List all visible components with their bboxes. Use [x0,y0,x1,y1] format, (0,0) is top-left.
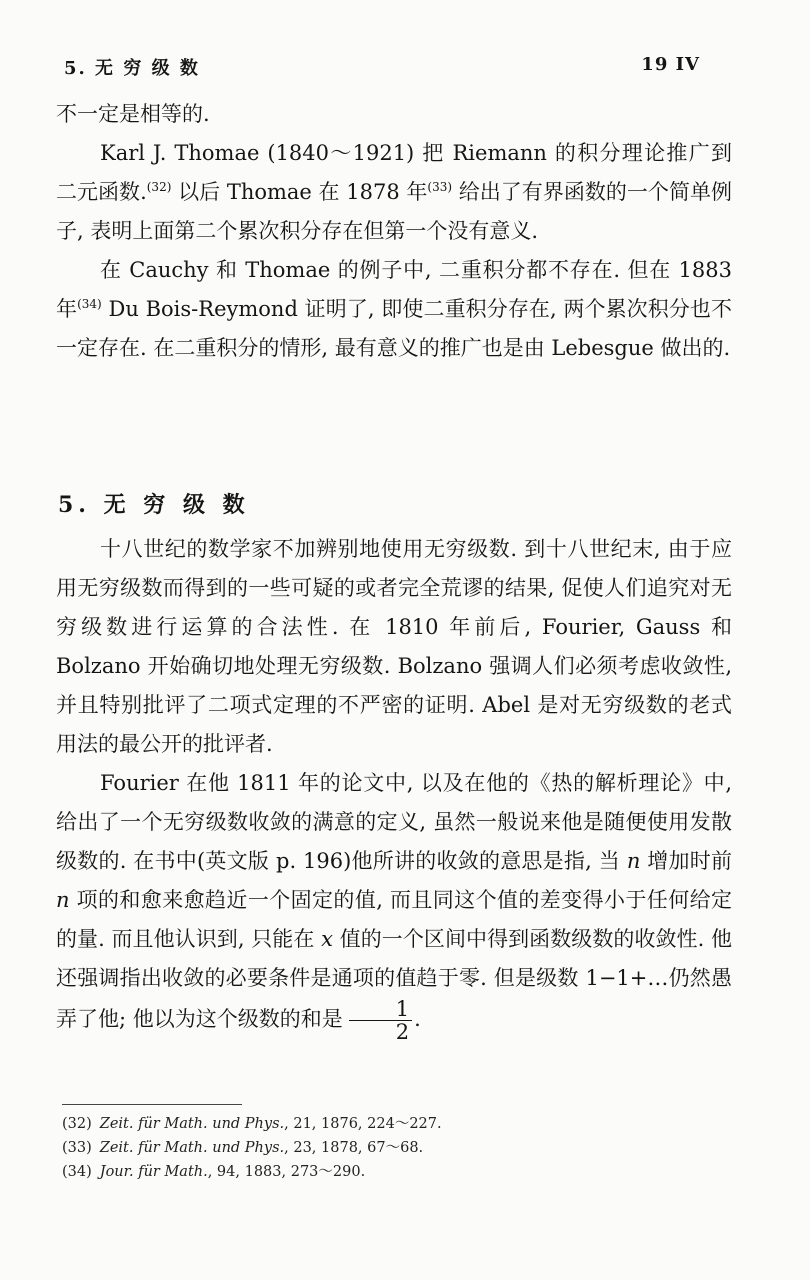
math-variable-n: n [626,849,641,873]
paragraph-text: 值的一个区间中得到函数级数的收敛性. 他还强调指出收敛的必要条件是通项的值趋于零. 但是级数 1−1+…仍然愚弄了他; 他以为这个级数的和是 [56,927,732,1031]
paragraph-fourier [56,764,732,1043]
footnote-details: , 94, 1883, 273～290. [207,1164,366,1180]
paragraph-cauchy-thomae [56,251,732,368]
paragraph-eighteenth-century: 十八世纪的数学家不加辨别地使用无穷级数. 到十八世纪末, 由于应用无穷级数而得到的一些可疑的或者完全荒谬的结果, 促使人们追究对无穷级数进行运算的合法性. 在 1810 年前后, Fourier, Gauss 和 Bolzano 开始确切地处理无穷级数. Bolzano 强调人们必须考虑收敛性, 并且特别批评了二项式定理的不严密的证明. Abel 是对无穷级数的老式用法的最公开的批评者. [56,537,732,756]
paragraph-text: 增加时前 [640,849,732,873]
text-block-section [56,530,732,1043]
footnote-journal: Jour. für Math. [99,1164,208,1180]
paragraph-thomae [56,134,732,251]
fraction-one-half [349,998,412,1043]
footnote-ref-32: (32) [146,180,172,194]
footnote-rule [62,1104,242,1105]
running-head [64,54,700,82]
paragraph-text: 项的和愈来愈趋近一个固定的值, 而且同这个值的差变得小于任何给定的量. 而且他认识到, 只能在 [56,888,732,951]
section-heading: 5. 无 穷 级 数 [58,492,250,518]
paragraph-text: Fourier 在他 1811 年的论文中, 以及在他的《热的解析理论》中, 给出了一个无穷级数收敛的满意的定义, 虽然一般说来他是随便使用发散级数的. 在书中(英文版 p. 196)他所讲的收敛的意思是指, 当 [56,771,732,873]
paragraph-text: Karl J. Thomae (1840～1921) 把 Riemann 的积分理论推广到二元函数. [56,141,732,204]
fraction-numerator: 1 [349,998,412,1021]
math-variable-x: x [321,927,333,951]
paragraph-text: 在 Cauchy 和 Thomae 的例子中, 二重积分都不存在. 但在 1883 年 [56,258,732,321]
text-block-top [56,95,732,368]
paragraph-continuation: 不一定是相等的. [56,102,210,126]
footnote-number: (32) [62,1116,92,1132]
footnote-33 [62,1136,722,1160]
running-head-section: 5. 无 穷 级 数 [64,58,200,79]
page-number: 19 IV [641,54,700,75]
fraction-denominator: 2 [395,1020,410,1044]
footnote-ref-34: (34) [77,297,102,311]
paragraph-text: Du Bois-Reymond 证明了, 即使二重积分存在, 两个累次积分也不一定存在. 在二重积分的情形, 最有意义的推广也是由 Lebesgue 做出的. [56,297,732,360]
paragraph-text: 以后 Thomae 在 1878 年 [171,180,428,204]
footnote-details: , 21, 1876, 224～227. [284,1116,442,1132]
footnote-32 [62,1112,722,1136]
footnote-details: , 23, 1878, 67～68. [284,1140,424,1156]
footnote-number: (33) [62,1140,92,1156]
paragraph-text: 给出了有界函数的一个简单例子, 表明上面第二个累次积分存在但第一个没有意义. [56,180,732,243]
math-variable-n: n [56,888,70,912]
footnote-journal: Zeit. für Math. und Phys. [99,1140,285,1156]
footnotes [62,1112,722,1184]
footnote-34 [62,1160,722,1184]
footnote-journal: Zeit. für Math. und Phys. [99,1116,285,1132]
paragraph-end-punct: . [414,1007,421,1031]
footnote-ref-33: (33) [427,180,453,194]
footnote-number: (34) [62,1164,92,1180]
